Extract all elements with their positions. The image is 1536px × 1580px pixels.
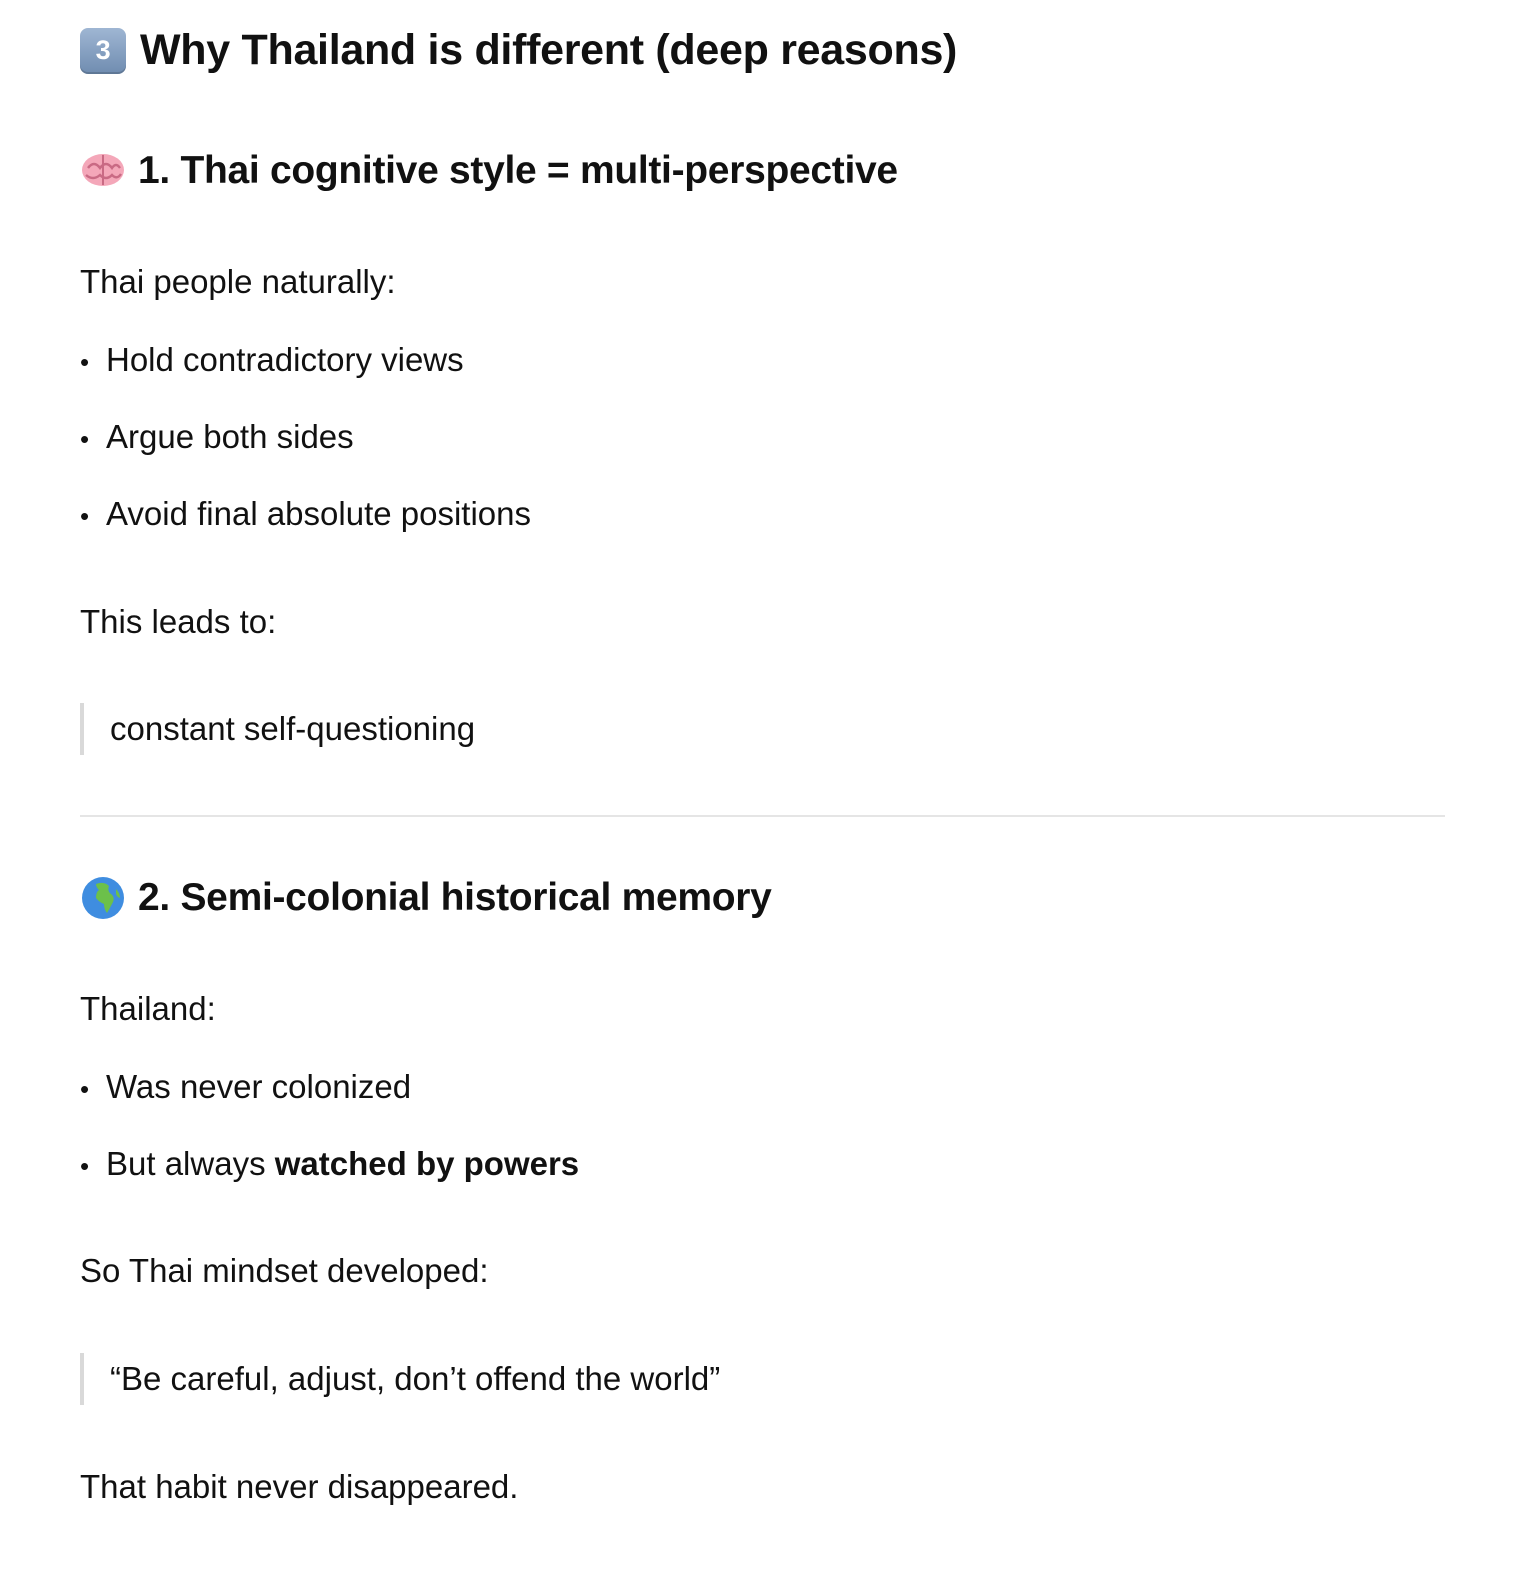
blockquote-text: constant self-questioning <box>110 710 476 747</box>
reason2-heading-text: 2. Semi-colonial historical memory <box>138 876 772 919</box>
list-item-bold-text: watched by powers <box>274 1145 580 1182</box>
list-item-text: But always <box>106 1145 275 1182</box>
bullet-icon: • <box>80 501 90 531</box>
section-title <box>80 26 957 75</box>
list-item-text: Was never colonized <box>106 1068 412 1105</box>
reason2-closing: That habit never disappeared. <box>80 1468 519 1505</box>
globe-africa-icon <box>80 875 126 921</box>
reason1-heading-text: 1. Thai cognitive style = multi-perspective <box>138 149 898 192</box>
list-item <box>80 340 464 382</box>
bullet-icon: • <box>80 1074 90 1104</box>
list-item <box>80 1067 411 1109</box>
keycap-3-icon: 3 <box>80 28 126 74</box>
list-item <box>80 494 531 536</box>
bullet-icon: • <box>80 347 90 377</box>
list-item-text: Argue both sides <box>106 418 354 455</box>
reason1-intro: Thai people naturally: <box>80 263 396 300</box>
reason1-lead: This leads to: <box>80 603 277 640</box>
reason2-blockquote <box>80 1353 1010 1405</box>
reason1-blockquote <box>80 703 1010 755</box>
section-divider <box>80 815 1445 817</box>
blockquote-text: “Be careful, adjust, don’t offend the world” <box>110 1360 721 1397</box>
brain-icon <box>80 148 126 194</box>
bullet-icon: • <box>80 424 90 454</box>
section-title-text: Why Thailand is different (deep reasons) <box>140 26 958 74</box>
list-item <box>80 417 354 459</box>
reason1-heading <box>80 148 898 194</box>
reason2-heading <box>80 875 772 921</box>
list-item-text: Avoid final absolute positions <box>106 495 532 532</box>
list-item <box>80 1144 579 1186</box>
list-item-text: Hold contradictory views <box>106 341 464 378</box>
bullet-icon: • <box>80 1151 90 1181</box>
reason2-intro: Thailand: <box>80 990 216 1027</box>
reason2-lead: So Thai mindset developed: <box>80 1252 489 1289</box>
